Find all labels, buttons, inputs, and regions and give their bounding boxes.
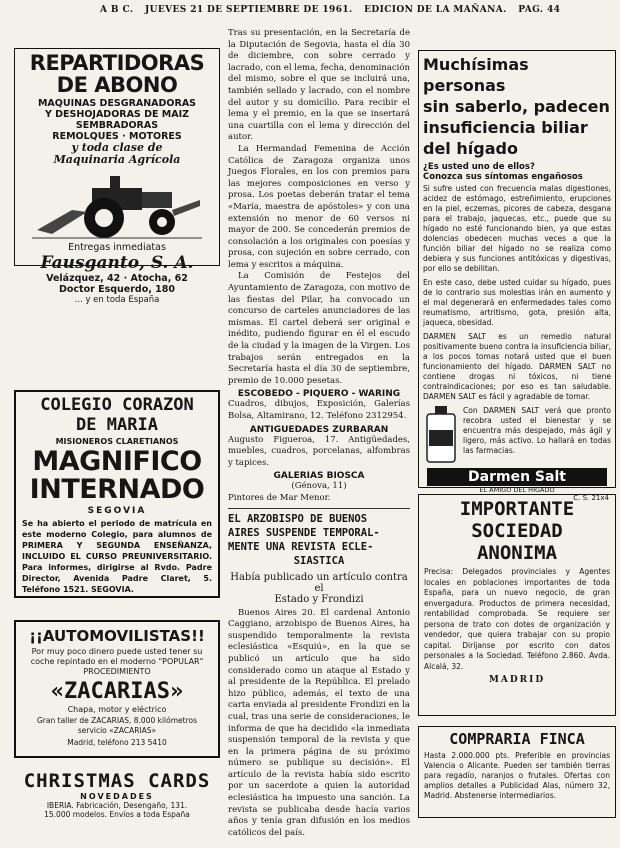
headline-3: MENTE UNA REVISTA ECLE- [228,540,374,553]
tractor-illustration [32,170,202,240]
zacarias-name: «ZACARIAS» [50,679,184,704]
abono-company: Fausganto, S. A. [40,253,194,273]
colegio-title-2: DE MARIA [76,415,158,435]
divider [228,508,410,509]
colegio-city: SEGOVIA [87,506,147,516]
deck-2: Estado y Frondizi [274,593,364,605]
sociedad-city: MADRID [488,675,546,685]
colegio-big-1: MAGNIFICO [32,446,202,477]
headline-4: SIASTICA [293,554,345,567]
top-text: Tras su presentación, en la Secretaría de la Diputación de Segovia, hasta el día 30 de diciembre, con sobre cerrado y lacrado, con el lema, fecha, denominación del mismo, sobre el que se incluirá una, también sellado y lacrado, con el nombre del autor y su domicilio. Para recibir el lema y el premio, en la que se insertará una cuartilla con el lema y dirección del autor. [228,28,410,143]
zurbaran-title: ANTIGUEDADES ZURBARAN [249,424,389,435]
ad-colegio [14,390,220,598]
headline-1: EL ARZOBISPO DE BUENOS [228,512,368,525]
abono-line-5: y toda clase de [71,141,163,154]
headline-2: AIRES SUSPENDE TEMPORAL- [228,526,380,539]
page-header [100,5,620,15]
sociedad-title-1: IMPORTANTE [459,498,575,520]
brand-name: Darmen Salt [468,469,566,485]
bile-headline-1: Muchísimas personas [423,55,529,95]
colegio-big-2: INTERNADO [29,474,205,505]
para-3: La Comisión de Festejos del Ayuntamiento de Zaragoza, con motivo de las fiestas del Pilar, ha convocado un concurso de carteles anunciadores de las mismas. El cartel deberá ser original e inédito, pudiendo figurar en él el escudo de la ciudad y la imagen de la Virgen. Los trabajos serán entregados en la Secretaría hasta el día 30 de septiembre, premio de 10.000 pesetas. [228,271,410,386]
christmas-line-2: IBERIA. Fabricación, Desengaño, 131. [46,801,188,810]
zacarias-line-3: Madrid, teléfono 213 5410 [67,738,167,747]
abono-line-2: Y DESHOJADORAS DE MAIZ [44,109,189,120]
header-page: PAG. 44 [518,5,561,15]
biosca-text: Pintores de Mar Menor. [228,492,331,503]
zacarias-body: Por muy poco dinero puede usted tener su coche repintado en el moderno "POPULAR" PROCEDIMIENTO [30,647,204,676]
colegio-title-1: COLEGIO CORAZON [40,395,194,415]
sociedad-body: Precisa: Delegados provinciales y Agentes locales en poblaciones importantes de toda España, para un nuevo negocio, de gran envergadura. Productos de primera necesidad, rentabilidad comprobada. Se requiere ser persona de trato con dotes de organización y vendedor, que quiera trabajar con su propio capital. Diríjanse por escrito con datos personales a la Sociedad. Teléfono 2.860. Avda. Alcalá, 32. [424,567,610,671]
zacarias-line-1: Chapa, motor y eléctrico [67,705,167,714]
sociedad-title-2: SOCIEDAD [471,520,563,542]
abono-deliver: Entregas inmediatas [68,242,166,253]
sociedad-title-3: ANONIMA [476,542,558,564]
zacarias-title: ¡¡AUTOMOVILISTAS!! [29,627,205,645]
zurbaran-text: Augusto Figueroa, 17. Antigüedades, muebles, cuadros, porcelanas, alfombras y tapices. [228,434,410,468]
zacarias-line-2: Gran taller de ZACARIAS, 8.000 kilómetros servicio «ZACARIAS» [37,716,197,735]
ad-christmas [14,770,220,819]
bile-body-4: Con DARMEN SALT verá que pronto recobra usted el bienestar y se encuentra más despejado, más ágil y ligero, más activo. Lo hallará en todas las farmacias. [463,406,611,455]
escobedo-text: Cuadros, dibujos, Exposición, Galerías Bolsa, Altamirano, 12. Teléfono 2312954. [228,399,410,421]
story: Buenos Aires 20. El cardenal Antonio Caggiano, arzobispo de Buenos Aires, ha suspendido temporalmente la revista eclesiástica «Esquiú», en la que se publicó un artículo que ha sido considerado como un ataque al Estado y al presidente de la República. El prelado hizo público, además, el texto de una carta enviada al presidente Frondizi en la cual, tras una serie de consideraciones, le informa de que ha decidido «la inmediata suspensión temporal de la revista y que en la primera página de su próximo número se publique su decisión». El artículo de la revista había sido escrito por un sacerdote a quien la autoridad eclesiástica ha impuesto una sanción. La revista se publicaba desde hacía varios años y tenía gran difusión en los medios católicos del país. [228,607,410,838]
fincas-title: COMPRARIA FINCA [449,730,585,748]
paper-name: A B C. [100,5,134,15]
christmas-title: CHRISTMAS CARDS [23,770,211,792]
abono-line-4: REMOLQUES · MOTORES [52,131,182,142]
article-middle [228,28,410,843]
deck-1: Había publicado un artículo contra el [230,571,408,594]
ad-fincas [418,726,616,818]
bile-headline-4: del hígado [423,139,518,158]
biosca-title: GALERIAS BIOSCA [273,471,365,482]
bile-headline-3: insuficiencia biliar [423,118,588,137]
darmen-salt-logo [427,468,607,486]
bile-question-1: ¿Es usted uno de ellos? [423,162,535,172]
ad-sociedad [418,494,616,716]
bile-body-3: DARMEN SALT es un remedio natural positivamente bueno contra la insuficiencia biliar, a los pocos tomas notará usted que el buen funcionamiento del hígado. DARMEN SALT no contiene drogas ni tóxicos, ni tiene contraindicaciones; por eso es tan saludable. DARMEN SALT es fácil y agradable de tomar. [423,332,611,401]
header-date: JUEVES 21 DE SEPTIEMBRE DE 1961. [144,5,353,15]
biosca-sub: (Génova, 11) [291,481,347,492]
christmas-line-1: NOVEDADES [80,792,154,801]
colegio-body: Se ha abierto el periodo de matrícula en este moderno Colegio, para alumnos de PRIMERA Y SEGUNDA ENSEÑANZA, INCLUIDO EL CURSO PREUNIVERSITARIO. Para informes, dirigirse al Rvdo. Padre Director, Avenida Padre Claret, 5. Teléfono 1521. SEGOVIA. [22,519,212,594]
brand-tag: EL AMIGO DEL HIGADO [479,486,555,494]
bile-body-2: En este caso, debe usted cuidar su hígado, pues de lo contrario sus molestias irán en aumento y el mal degenerará en enfermedades tales como reumatismo, artritismo, gota, presión alta, jaqueca, obesidad. [423,278,611,327]
abono-title-2: DE ABONO [56,73,178,97]
para-2: La Hermandad Femenina de Acción Católica de Zaragoza organiza unos Juegos Florales, en los con premios para las mejores composiciones en verso y prosa. Los poetas deberán tratar el tema «María, maestra de apóstoles» y con una extensión no menor de 60 versos ni mayor de 200. Se concederán premios de consolación a los originales con poesías y prosa, con sujeción en sobre cerrado, con lema y escritos a máquina. [228,143,410,270]
christmas-line-3: 15.000 modelos. Envíos a toda España [44,810,190,819]
abono-address-2: Doctor Esquerdo, 180 [58,284,175,295]
header-edition: EDICION DE LA MAÑANA. [364,5,507,15]
abono-title-1: REPARTIDORAS [29,51,205,75]
bile-question-2: Conozca sus síntomas engañosos [423,172,583,182]
bile-cs: C. S. 21x4 [573,494,609,502]
abono-address-3: ... y en toda España [74,295,160,305]
ad-bile [418,50,616,502]
bile-body-1: Si sufre usted con frecuencia malas digestiones, acidez de estómago, estreñimiento, erupciones en la piel, eczemas, picores de cabeza, desgana para el trabajo, jaquecas, etc., puede que su hígado no esté funcionando bien, ya que estas dolencias obedecen muchas veces a que la función biliar del hígado no se realiza como debiera y sus funciones antitóxicas y digestivas, por ello se debilitan. [423,184,611,273]
abono-address-1: Velázquez, 42 · Atocha, 62 [46,273,188,284]
fincas-body: Hasta 2.000.000 pts. Preferible en provincias Valencia o Alicante. Pueden ser también tierras para regadío, naranjos o frutales. Ofertas con amplios detalles a Publicidad Alas, número 32, Madrid. Abstenerse intermediarios. [424,751,610,800]
darmen-salt-bottle [423,406,459,464]
colegio-sub: MISIONEROS CLARETIANOS [55,437,179,446]
abono-line-1: MAQUINAS DESGRANADORAS [37,98,197,109]
bile-headline-2: sin saberlo, padecen [423,97,610,116]
ad-abono [14,48,220,305]
ad-zacarias [14,620,220,758]
abono-line-6: Maquinaria Agrícola [53,153,181,166]
abono-line-3: SEMBRADORAS [75,120,159,131]
escobedo-title: ESCOBEDO - PIQUERO - WARING [237,389,401,400]
